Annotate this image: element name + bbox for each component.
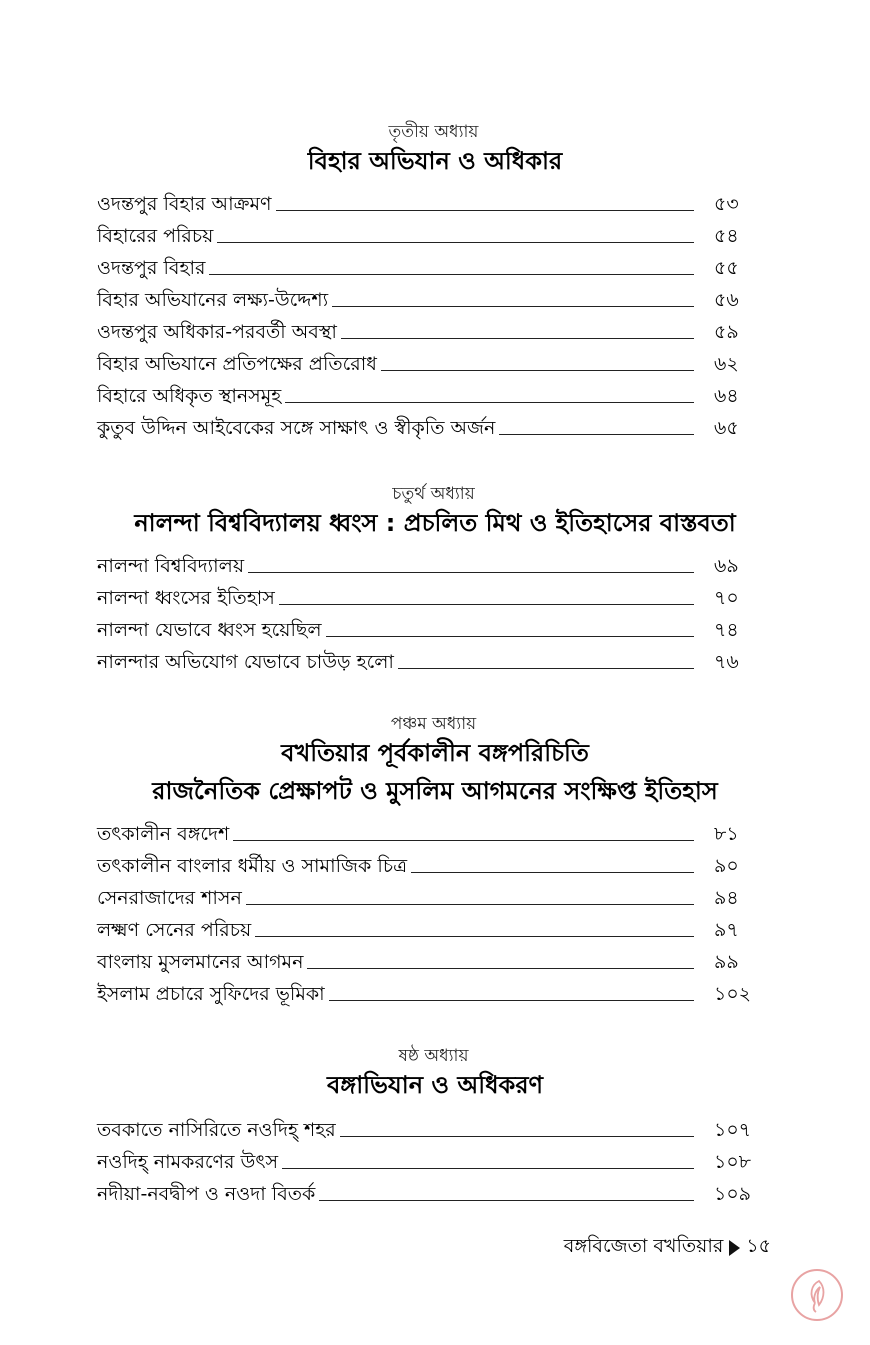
page-footer [0,1232,771,1264]
toc-entry-page: ৯০ [714,855,739,877]
leader-line [248,572,694,573]
chapter-section [0,122,870,440]
toc-entry-page: ৮১ [714,823,739,845]
toc-entry-page: ৬২ [714,353,739,375]
toc-entry-page: ১০৯ [714,1183,752,1205]
toc-entry[interactable] [97,1110,762,1142]
toc-entry-page: ১০৭ [714,1119,752,1141]
toc-entry-page: ৬৯ [714,555,739,577]
leader-line [398,668,694,669]
toc-entry-page: ৬৪ [714,385,739,407]
leader-line [285,402,694,403]
toc-entry-page: ৯৭ [714,919,739,941]
toc-entry[interactable] [97,408,762,440]
toc-entry-title: লক্ষ্মণ সেনের পরিচয় [97,919,252,941]
toc-entry-title: বিহার অভিযানে প্রতিপক্ষের প্রতিরোধ [97,353,377,375]
feather-pen-logo-icon [789,1267,845,1323]
toc-entry-page: ৬৫ [714,417,739,439]
toc-entry[interactable] [97,974,762,1006]
toc-entry-page: ৯৪ [714,887,739,909]
toc-entry-page: ৫৩ [714,193,739,215]
toc-entry-page: ১০২ [714,983,752,1005]
leader-line [209,274,694,275]
leader-line [381,370,694,371]
toc-entry-title: নালন্দা ধ্বংসের ইতিহাস [97,587,275,609]
toc-entry[interactable] [97,344,762,376]
toc-entry-title: বিহারে অধিকৃত স্থানসমূহ [97,385,282,407]
chapter-label: পঞ্চম অধ্যায় [390,714,477,734]
leader-line [319,1200,694,1201]
toc-entry[interactable] [97,1142,762,1174]
triangle-right-icon [729,1240,740,1256]
toc-entry[interactable] [97,910,762,942]
toc-entry-page: ৭৬ [714,651,739,673]
toc-entry-title: নওদিহ্ নামকরণের উৎস [97,1151,279,1173]
leader-line [329,1000,694,1001]
toc-list [97,546,762,674]
leader-line [340,1136,694,1137]
chapter-section [0,1046,870,1206]
toc-entry-title: ওদন্তপুর বিহার আক্রমণ [97,193,272,215]
toc-entry[interactable] [97,376,762,408]
leader-line [411,872,694,873]
toc-entry-title: কুতুব উদ্দিন আইবেকের সঙ্গে সাক্ষাৎ ও স্বীকৃতি অর্জন [97,417,496,439]
toc-entry-title: বাংলায় মুসলমানের আগমন [97,951,304,973]
toc-entry[interactable] [97,942,762,974]
leader-line [326,636,694,637]
toc-entry[interactable] [97,248,762,280]
chapter-title: বখতিয়ার পূর্বকালীন বঙ্গপরিচিতি [281,739,589,767]
toc-entry[interactable] [97,610,762,642]
toc-entry-title: ওদন্তপুর বিহার [97,257,206,279]
chapter-section [0,484,870,674]
leader-line [233,840,694,841]
toc-entry-title: তবকাতে নাসিরিতে নওদিহ্ শহর [97,1119,336,1141]
toc-entry[interactable] [97,280,762,312]
leader-line [217,242,694,243]
toc-entry[interactable] [97,312,762,344]
toc-entry-page: ৯৯ [714,951,739,973]
toc-entry[interactable] [97,846,762,878]
toc-entry[interactable] [97,216,762,248]
toc-entry-page: ৫৯ [714,321,739,343]
toc-entry[interactable] [97,578,762,610]
leader-line [255,936,694,937]
footer-page-number: ১৫ [746,1235,771,1257]
toc-entry-title: নালন্দা যেভাবে ধ্বংস হয়েছিল [97,619,322,641]
toc-entry[interactable] [97,814,762,846]
toc-entry-page: ৫৬ [714,289,739,311]
toc-entry[interactable] [97,546,762,578]
leader-line [332,306,694,307]
leader-line [279,604,694,605]
leader-line [246,904,694,905]
toc-entry-title: সেনরাজাদের শাসন [97,887,242,909]
chapter-title: নালন্দা বিশ্ববিদ্যালয় ধ্বংস : প্রচলিত মিথ ও ইতিহাসের বাস্তবতা [134,509,736,537]
toc-entry-title: তৎকালীন বাংলার ধর্মীয় ও সামাজিক চিত্র [97,855,408,877]
leader-line [341,338,694,339]
leader-line [499,434,694,435]
toc-entry-title: নালন্দার অভিযোগ যেভাবে চাউড় হলো [97,651,394,673]
toc-entry-title: তৎকালীন বঙ্গদেশ [97,823,230,845]
toc-entry-page: ৫৪ [714,225,739,247]
toc-entry-title: ওদন্তপুর অধিকার-পরবর্তী অবস্থা [97,321,337,343]
chapter-title: বঙ্গাভিযান ও অধিকরণ [326,1071,544,1099]
toc-entry[interactable] [97,642,762,674]
chapter-label: চতুর্থ অধ্যায় [392,484,475,504]
toc-entry-title: বিহার অভিযানের লক্ষ্য-উদ্দেশ্য [97,289,329,311]
toc-entry[interactable] [97,1174,762,1206]
toc-list [97,1110,762,1206]
toc-entry-title: বিহারের পরিচয় [97,225,214,247]
toc-entry-title: ইসলাম প্রচারে সুফিদের ভূমিকা [97,983,325,1005]
toc-entry-page: ১০৮ [714,1151,752,1173]
footer-book-title: বঙ্গবিজেতা বখতিয়ার [563,1235,724,1257]
chapter-section [0,714,870,1006]
chapter-label: তৃতীয় অধ্যায় [388,122,479,142]
toc-list [97,814,762,1006]
toc-entry-page: ৫৫ [714,257,739,279]
toc-entry-title: নদীয়া-নবদ্বীপ ও নওদা বিতর্ক [97,1183,316,1205]
chapter-title: বিহার অভিযান ও অধিকার [307,147,563,175]
leader-line [307,968,694,969]
toc-entry[interactable] [97,184,762,216]
leader-line [276,210,694,211]
toc-entry-page: ৭০ [714,587,739,609]
toc-entry-title: নালন্দা বিশ্ববিদ্যালয় [97,555,245,577]
leader-line [282,1168,694,1169]
toc-entry-page: ৭৪ [714,619,739,641]
chapter-label: ষষ্ঠ অধ্যায় [398,1046,469,1066]
toc-entry[interactable] [97,878,762,910]
chapter-subtitle: রাজনৈতিক প্রেক্ষাপট ও মুসলিম আগমনের সংক্ষিপ্ত ইতিহাস [152,777,718,805]
toc-list [97,184,762,440]
